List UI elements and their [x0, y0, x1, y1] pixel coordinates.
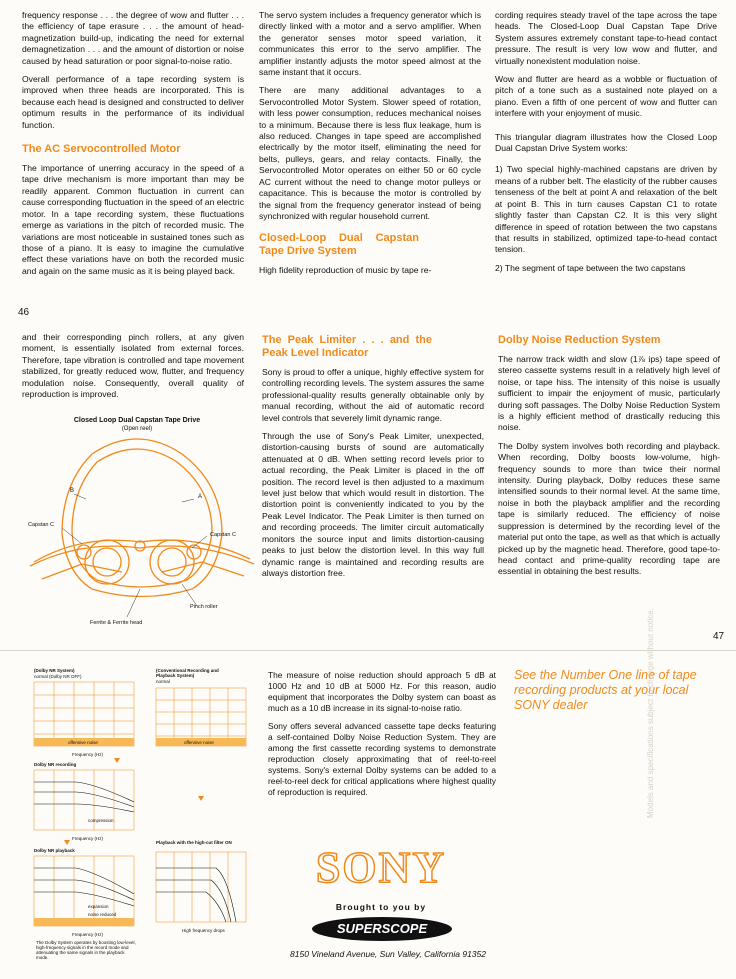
paragraph: frequency response . . . the degree of wow and flutter . . . the efficiency of tape erasure . . . the amount of head-magnetization build-up, indicating the need for external demagnetization . . . and the amount of distortion or noise caused by head saturation or poor signal-to-noise ratio.: [22, 10, 244, 66]
noise-label: offensive noise: [68, 740, 98, 745]
x-axis-label: Frequency (Hz): [72, 932, 104, 937]
paragraph: High fidelity reproduction of music by tape re-: [259, 265, 432, 276]
graph-title: (Dolby NR System): [34, 668, 75, 673]
paragraph: The Dolby system involves both recording and playback. When recording, Dolby boosts low-volume, high-frequency sounds to more than twice their normal intensity. During playback, Dolby reduces these same intensified sounds to their normal level. At the same time, noise in both the playback amplifier and the recording tape is similarly reduced. The efficiency of noise suppression is determined by the recording level of the material put onto the tape, as well as that which is actually picked up by the magnetic head. Therefore, good tape-to-head contact and prime-quality recording tape are essential in obtaining the best results.: [498, 440, 720, 577]
high-frequency-drops-label: High frequency drops: [182, 928, 225, 933]
sony-logo: SONY: [315, 843, 447, 892]
paragraph: Through the use of Sony's Peak Limiter, unexpected, distortion-causing bursts of sound are automatically attenuated at 0 dB. When setting record levels prior to actual recording, the Peak Limiter is placed in the off position. The record level is then adjusted to a maximum level just below that which would result in distortion. The distortion point is conveniently indicated to you by the Peak Level Indicator. The Peak Limiter is then turned on and recording proceeds. The limiter circuit automatically monitors the source input and limits distortion-causing peaks to just below the distortion level. In this way full dynamic range is maintained and recording results are always distortion free.: [262, 431, 484, 578]
label-capstan-right: Capstan C: [210, 532, 236, 538]
graph-drawing: [16, 662, 256, 972]
expansion-label: expansion: [88, 904, 109, 909]
section-heading: The Peak Limiter . . . and the Peak Level Indicator: [262, 334, 432, 359]
section-heading: The AC Servocontrolled Motor: [22, 143, 181, 156]
address: 8150 Vineland Avenue, Sun Valley, California 91352: [290, 949, 486, 959]
diagram-drawing: [22, 414, 262, 644]
diagram-subtitle: (Open reel): [121, 426, 153, 432]
p46-column-3: [495, 10, 717, 281]
paragraph: Overall performance of a tape recording system is improved when three heads are incorporated. This is because each head is designed and constructed to deliver optimum results in the performance of its individual function.: [22, 74, 244, 130]
diagram-title: Closed Loop Dual Capstan Tape Drive: [73, 417, 201, 424]
label-b: B: [70, 488, 75, 494]
brought-to-you-by: Brought to you by: [335, 902, 427, 912]
paragraph: The narrow track width and slow (1⅞ ips) tape speed of stereo cassette systems result in a relatively high level of noise, or tape hiss. The intensity of this noise is usually sufficient to impair the enjoyment of music, particularly during soft passages. The Dolby Noise Reduction System is a highly efficient method of drastically reducing this noise.: [498, 354, 720, 433]
paragraph: The measure of noise reduction should approach 5 dB at 1000 Hz and 10 dB at 5000 Hz. For this reason, audio equipment that incorporates the Dolby system can boast as much as a 10 dB increase in its signal-to-noise ratio.: [268, 670, 496, 713]
x-axis-label: Frequency (Hz): [72, 752, 104, 757]
tape-drive-diagram: [22, 414, 262, 644]
paragraph: 1) Two special highly-machined capstans are driven by means of a rubber belt. The elasticity of the rubber causes tenseness of the belt at point A and relaxation of the belt at point B. This in turn causes Capstan C1 to rotate slightly faster than Capstan C2. It is this very slight difference in speed of rotation between the two capstans that results in stabilized, optimized tape-to-head contact tension.: [495, 164, 717, 255]
page-number: 46: [18, 307, 30, 318]
paragraph: Wow and flutter are heard as a wobble or fluctuation of pitch of a tone such as a sustained note played on a piano. Even a fifth of one percent of wow and flutter can interfere with your enjoyment of music.: [495, 74, 717, 119]
paragraph: There are many additional advantages to a Servocontrolled Motor System. Slower speed of rotation, with less power consumption, reduces mechanical noises to a minimum. Because there is less flux leakage, hum is also reduced. Changes in tape speed are accomplished electrically by the motor itself, eliminating the need for belts, pulleys, gears, and relay contacts. Finally, the Servocontrolled Motor operates on either 50 or 60 cycle AC current without the need to change motor pulleys or capacitance. This is because the motor is controlled by the signal from the frequency generator instead of being synchronized with regular household current.: [259, 85, 481, 221]
p47-column-2: [262, 334, 484, 586]
label-a: A: [198, 494, 203, 500]
graph-title: Playback with the high-cut filter ON: [156, 840, 232, 845]
graph-title: (Conventional Recording and Playback System): [156, 668, 219, 678]
side-note: Models and specifications subject to change without notice.: [646, 608, 655, 818]
paragraph: Sony offers several advanced cassette tape decks featuring a self-contained Dolby Noise Reduction System. They are among the first cassette recording systems to demonstrate reproduction closely approximating that of reel-to-reel systems. Sony's external Dolby systems can be added to a reel-to-reel deck for critical applications where highest quality of reproduction is required.: [268, 721, 496, 797]
label-pinch-roller: Pinch roller: [190, 604, 218, 610]
p47-column-3: [498, 334, 720, 585]
paragraph: The importance of unerring accuracy in the speed of a tape drive mechanism is more important than may be readily apparent. Common fluctuation in current can cause corresponding fluctuation in the speed of an electric motor. In a tape recording system, these fluctuations emerge as variations in the pitch of recorded music. The variations are most noticeable in sustained tones such as those of a piano. It is easy to imagine the cumulative effect these variations have on both the recorded music and again on the same music as it is being played back.: [22, 163, 244, 276]
compression-label: compression: [88, 818, 114, 823]
graph-subtitle: normal (Dolby NR OFF): [34, 674, 82, 679]
paragraph: Sony is proud to offer a unique, highly effective system for controlling recording levels. The system assures the same professional-quality results generally obtainable only by manual recording, without the aid of automatic record level controls that severely limit dynamic range.: [262, 367, 484, 423]
paragraph: This triangular diagram illustrates how the Closed Loop Dual Capstan Drive System works:: [495, 131, 717, 154]
dolby-graphs: [16, 662, 256, 972]
x-axis-label: Frequency (Hz): [72, 836, 104, 841]
divider: [0, 650, 736, 651]
page-number: 47: [713, 631, 725, 642]
section-heading: Closed-Loop Dual Capstan Tape Drive System: [259, 232, 419, 258]
p46-column-2: [259, 10, 481, 284]
graph-title: Dolby NR playback: [34, 848, 75, 853]
p47-column-1: [22, 332, 244, 407]
superscope-logo: SUPERSCOPE: [312, 917, 452, 941]
label-capstan-left: Capstan C: [28, 522, 54, 528]
paragraph: and their corresponding pinch rollers, at any given moment, is essentially isolated from external forces. Therefore, tape vibration is controlled and tape movement stabilized, for greatly reduced wow, flutter, and frequency modulation noise. Consequently, overall quality of reproduction is improved.: [22, 332, 244, 400]
back-text: [268, 670, 496, 805]
noise-reduced-label: noise reduced: [88, 912, 117, 917]
p46-column-1: [22, 10, 244, 284]
graph-subtitle: normal: [156, 679, 170, 684]
paragraph: cording requires steady travel of the tape across the tape heads. The Closed-Loop Dual Capstan Tape Drive System assures extremely constant tape-to-head contact pressure. The result is very low wow and flutter, and virtually nonexistent modulation noise.: [495, 10, 717, 66]
section-heading: Dolby Noise Reduction System: [498, 334, 661, 346]
graph-title: Dolby NR recording: [34, 762, 77, 767]
noise-label: offensive noise: [184, 740, 214, 745]
paragraph: 2) The segment of tape between the two capstans: [495, 262, 686, 273]
label-ferrite-head: Ferrite & Ferrite head: [90, 620, 143, 626]
promo-text: See the Number One line of tape recording products at your local SONY dealer: [514, 668, 697, 712]
paragraph: The servo system includes a frequency generator which is directly linked with a motor and a servo amplifier. When the generator senses motor speed variation, it communicates this error to the servo amplifier. The amplifier instantly adjusts the motor speed almost at the same instant that it occurs.: [259, 10, 481, 78]
graph-caption: The Dolby System operates by boosting low-level, high-frequency signals in the record mode and attenuating the same signals in the playback mode.: [36, 940, 136, 960]
